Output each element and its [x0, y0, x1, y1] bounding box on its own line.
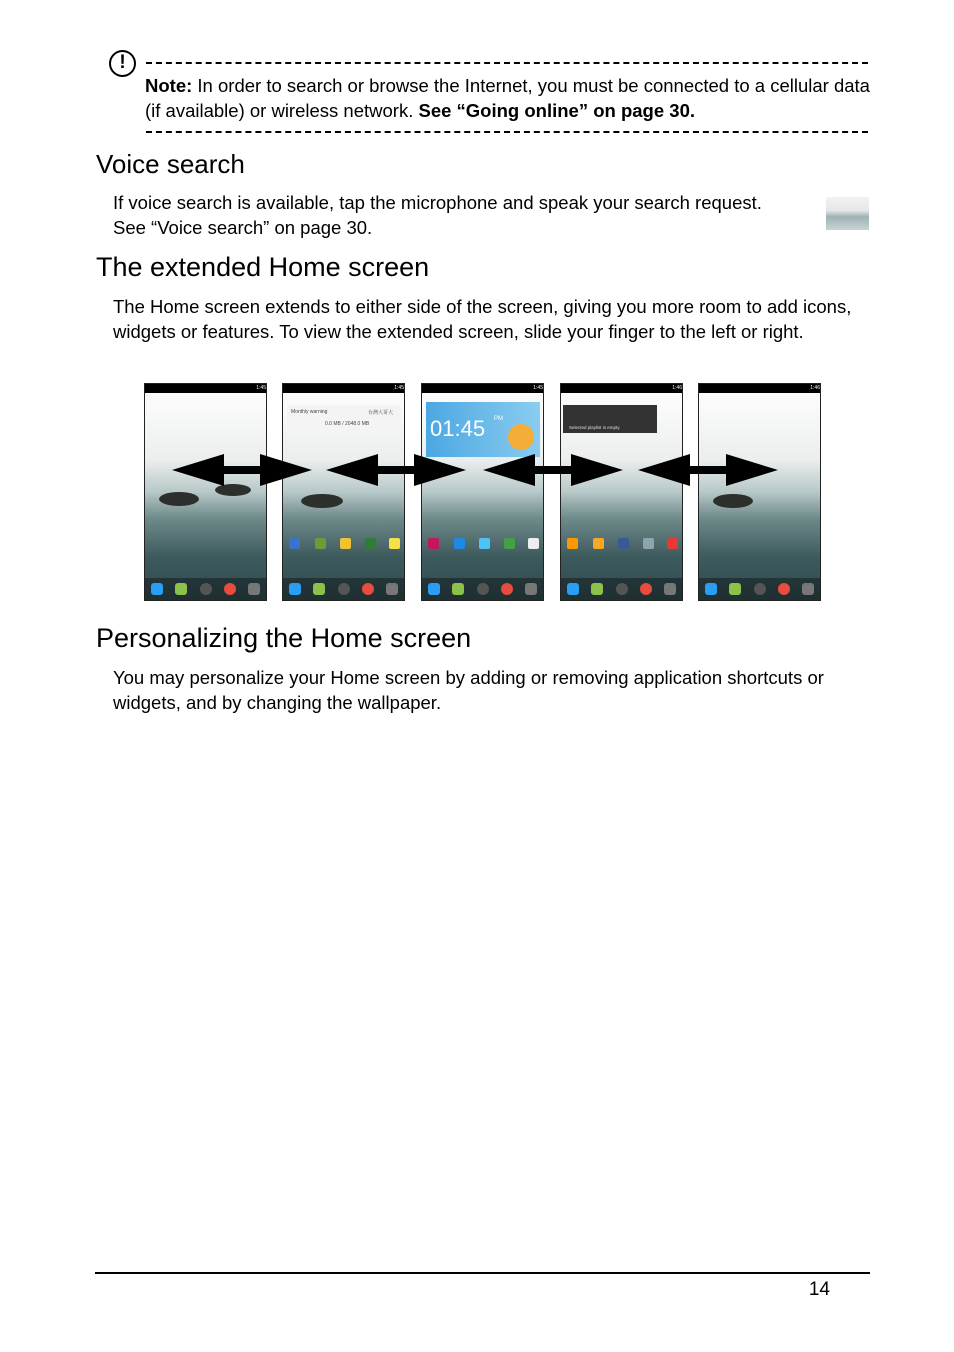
app-icon	[389, 538, 400, 549]
extended-home-heading: The extended Home screen	[96, 252, 430, 282]
swipe-arrow-icon	[326, 452, 466, 488]
voice-search-heading: Voice search	[96, 149, 245, 179]
personalizing-body: You may personalize your Home screen by adding or removing application shortcuts or widgets, and by changing the wallpaper.	[113, 667, 824, 713]
personalizing-heading: Personalizing the Home screen	[96, 623, 472, 653]
phone-icon	[705, 583, 717, 595]
status-bar: 1:45	[422, 384, 543, 393]
extended-home-body: The Home screen extends to either side of the screen, giving you more room to add icons, widgets or features. To view the extended screen, slide your finger to the left or right.	[113, 296, 852, 342]
chrome-icon	[778, 583, 790, 595]
phone-icon	[428, 583, 440, 595]
page-number: 14	[808, 1279, 830, 1300]
messages-icon	[313, 583, 325, 595]
app-icon	[315, 538, 326, 549]
widget-title: Monthly warning	[291, 409, 328, 415]
apps-icon	[477, 583, 489, 595]
swipe-arrow-icon	[483, 452, 623, 488]
messages-icon	[591, 583, 603, 595]
chrome-icon	[501, 583, 513, 595]
apps-icon	[616, 583, 628, 595]
chrome-icon	[362, 583, 374, 595]
messages-icon	[175, 583, 187, 595]
home-screen-1	[144, 383, 267, 601]
status-bar: 1:45	[283, 384, 404, 393]
app-icon	[340, 538, 351, 549]
app-icon	[454, 538, 465, 549]
camera-icon	[386, 583, 398, 595]
phone-icon	[289, 583, 301, 595]
home-screen-3	[421, 383, 544, 601]
app-icon	[528, 538, 539, 549]
status-bar: 1:46	[699, 384, 820, 393]
camera-icon	[248, 583, 260, 595]
stone	[301, 494, 343, 508]
exclamation-icon: !	[109, 50, 136, 77]
messages-icon	[452, 583, 464, 595]
app-icon	[643, 538, 654, 549]
note-text	[145, 73, 875, 123]
camera-icon	[525, 583, 537, 595]
app-icon	[504, 538, 515, 549]
note-bottom-divider	[146, 131, 868, 133]
stone	[713, 494, 753, 508]
footer-divider	[95, 1272, 870, 1274]
app-icon	[428, 538, 439, 549]
status-bar: 1:45	[145, 384, 266, 393]
home-screen-2	[282, 383, 405, 601]
stone	[159, 492, 199, 506]
dock	[422, 578, 543, 600]
playlist-status: Selected playlist is empty.	[569, 425, 621, 430]
widget-carrier: 台灣大哥大	[367, 410, 393, 416]
camera-icon	[664, 583, 676, 595]
note-body: In order to search or browse the Internet, you must be connected to a cellular data (if available) or wireless network.	[145, 75, 870, 121]
clock-weather-widget	[426, 402, 540, 457]
camera-icon	[802, 583, 814, 595]
dock	[283, 578, 404, 600]
sun-icon	[508, 424, 534, 450]
apps-icon	[338, 583, 350, 595]
voice-search-body: If voice search is available, tap the microphone and speak your search request. See “Voice search” on page 30.	[113, 192, 762, 238]
widget-usage: 0.0 MB / 2048.0 MB	[325, 421, 370, 427]
clock-ampm: PM	[494, 416, 503, 422]
app-icon	[365, 538, 376, 549]
chrome-icon	[224, 583, 236, 595]
dock	[561, 578, 682, 600]
app-icon	[479, 538, 490, 549]
app-icon	[567, 538, 578, 549]
dock	[145, 578, 266, 600]
note-label: Note:	[145, 75, 193, 96]
app-icon	[667, 538, 678, 549]
messages-icon	[729, 583, 741, 595]
swipe-arrow-icon	[172, 452, 312, 488]
microphone-screen-thumbnail	[826, 197, 869, 230]
note-top-divider	[146, 62, 868, 64]
music-widget	[563, 405, 657, 433]
dock	[699, 578, 820, 600]
app-icon	[289, 538, 300, 549]
status-bar: 1:46	[561, 384, 682, 393]
phone-icon	[151, 583, 163, 595]
home-screen-5	[698, 383, 821, 601]
apps-icon	[754, 583, 766, 595]
app-icon	[618, 538, 629, 549]
app-icon	[593, 538, 604, 549]
phone-icon	[567, 583, 579, 595]
clock-time: 01:45	[430, 416, 486, 441]
data-usage-widget	[287, 405, 401, 431]
chrome-icon	[640, 583, 652, 595]
note-reference: See “Going online” on page 30.	[418, 100, 695, 121]
apps-icon	[200, 583, 212, 595]
swipe-arrow-icon	[638, 452, 778, 488]
home-screen-4	[560, 383, 683, 601]
